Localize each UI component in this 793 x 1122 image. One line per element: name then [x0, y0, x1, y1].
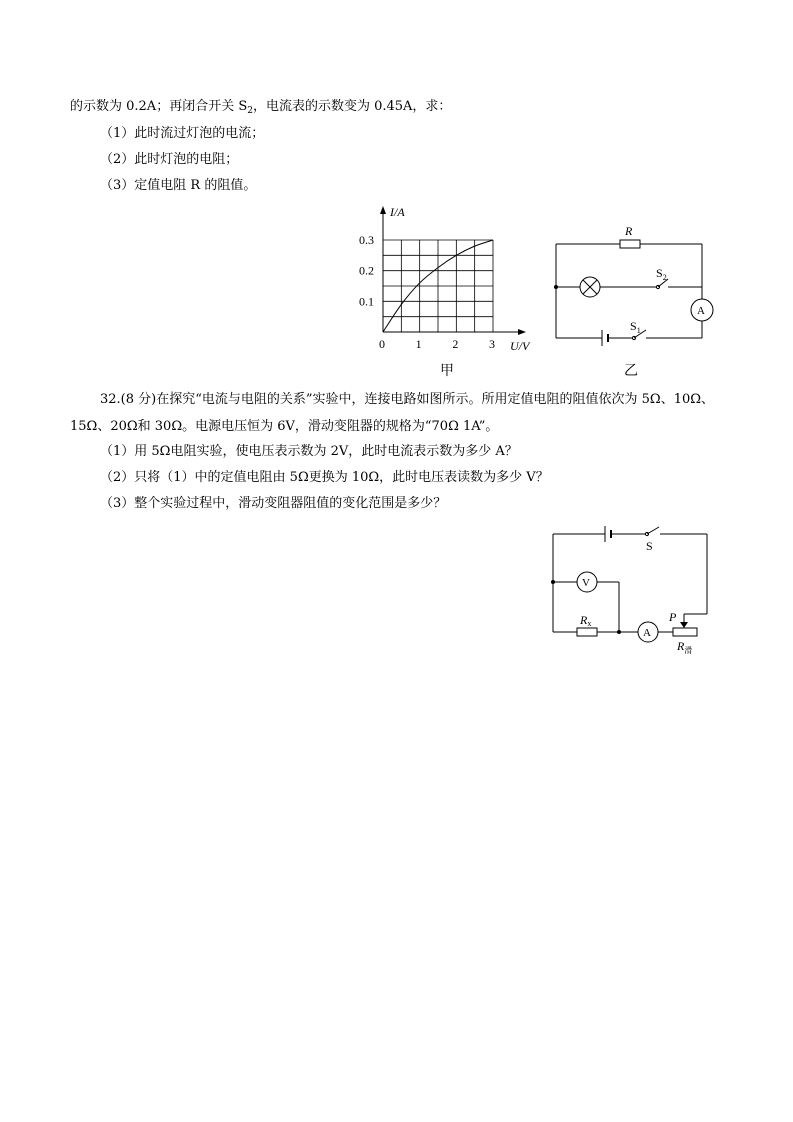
chart-y-axis-label: I/A	[390, 205, 405, 219]
q31-sub3: （3）定值电阻 R 的阻值。	[100, 178, 257, 193]
chart-caption: 甲	[440, 363, 454, 379]
circuit-c-switch-label: S	[646, 539, 653, 553]
q32-line2: 15Ω、20Ω和 30Ω。电源电压恒为 6V，滑动变阻器的规格为“70Ω 1A”。	[70, 419, 499, 434]
circuit-b-s1-label: $S_1$	[630, 319, 641, 335]
chart-x-tick-label: 3	[489, 337, 495, 351]
q31-line1-part-b: ，电流表的示数变为 0.45A，求：	[252, 99, 452, 114]
chart-grid	[383, 240, 493, 332]
chart-y-axis-arrow	[380, 206, 386, 214]
q31-sub1: （1）此时流过灯泡的电流；	[100, 126, 265, 141]
circuit-c-junction-left	[551, 580, 555, 584]
q31-sub2: （2）此时灯泡的电阻；	[100, 152, 239, 167]
q31-line1	[70, 98, 451, 120]
chart-x-axis-arrow	[518, 329, 526, 335]
chart-y-tick-label: 0.1	[359, 294, 374, 309]
chart-y-tick-label: 0.2	[359, 263, 374, 278]
q32-sub1: （1）用 5Ω电阻实验，使电压表示数为 2V，此时电流表示数为多少 A？	[100, 444, 518, 459]
circuit-b-caption: 乙	[624, 363, 638, 379]
circuit-b-lamp	[580, 277, 600, 297]
circuit-b-resistor-label: R	[625, 224, 633, 238]
chart-x-tick-label: 0	[379, 337, 385, 351]
circuit-c	[545, 520, 725, 660]
circuit-c-rheostat-label: $R_滑$	[677, 639, 693, 655]
circuit-b-junction	[554, 285, 558, 289]
circuit-c-junction-right	[617, 630, 621, 634]
q32-sub2: （2）只将（1）中的定值电阻由 5Ω更换为 10Ω，此时电压表读数为多少 V？	[100, 470, 549, 485]
circuit-b-resistor	[620, 240, 640, 248]
circuit-b-ammeter-label: A	[697, 305, 705, 317]
circuit-b-battery	[602, 330, 608, 346]
circuit-c-rheostat	[673, 628, 697, 636]
q32-line1: 32.(8 分)在探究“电流与电阻的关系”实验中，连接电路如图所示。所用定值电阻的阻值依次为 5Ω、10Ω、	[100, 392, 715, 407]
chart-y-tick-label: 0.3	[359, 233, 374, 247]
iu-chart	[340, 200, 540, 360]
circuit-c-slider-arrow	[680, 622, 688, 628]
circuit-b	[550, 220, 720, 350]
q32-sub3: （3）整个实验过程中，滑动变阻器阻值的变化范围是多少？	[100, 496, 447, 511]
circuit-c-voltmeter-label: V	[582, 577, 590, 589]
chart-x-tick-label: 2	[452, 337, 459, 351]
q31-line1-part-a: 的示数为 0.2A；再闭合开关 S	[70, 99, 248, 114]
circuit-c-rx-label: Rx	[580, 613, 592, 628]
circuit-c-rx	[577, 628, 597, 636]
circuit-c-ammeter-label: A	[643, 627, 651, 639]
circuit-c-switch	[645, 527, 659, 536]
circuit-c-battery	[605, 526, 611, 542]
circuit-c-p-label: P	[669, 610, 677, 624]
circuit-b-s2-label: $S_2$	[656, 266, 667, 282]
chart-x-axis-label: U/V	[510, 339, 530, 353]
q31-line1-subscript: 2	[247, 106, 253, 116]
chart-x-tick-label: 1	[415, 337, 422, 351]
